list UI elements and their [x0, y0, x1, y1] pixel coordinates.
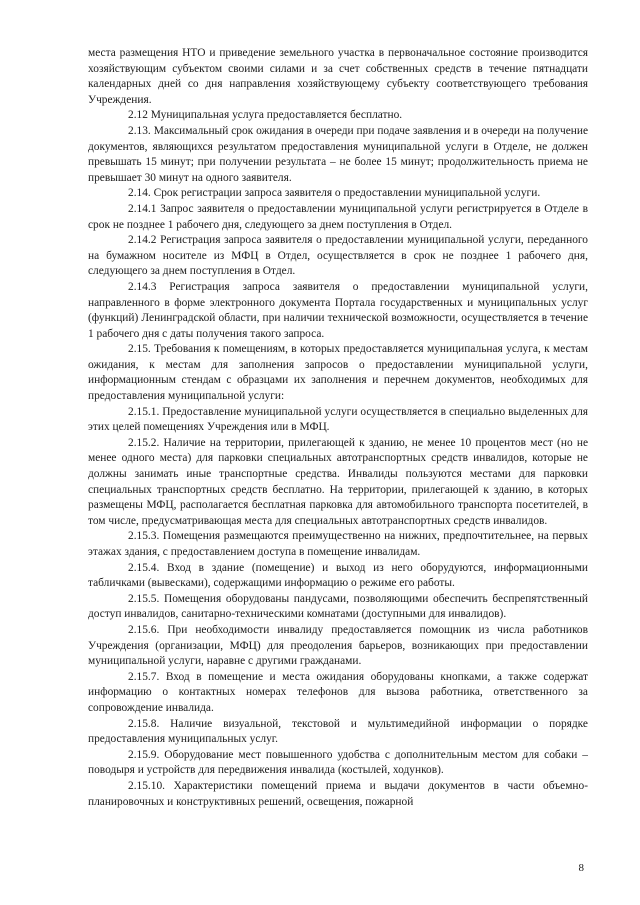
- paragraph-2-15-5: 2.15.5. Помещения оборудованы пандусами, позволяющими обеспечить беспрепятственный доступ инвалидов, санитарно-техническими комнатами (доступными для инвалидов).: [88, 592, 588, 621]
- paragraph-2-15-9: 2.15.9. Оборудование мест повышенного удобства с дополнительным местом для собаки – поводыря и устройств для передвижения инвалида (костылей, ходунков).: [88, 748, 588, 777]
- paragraph-2-15-8: 2.15.8. Наличие визуальной, текстовой и мультимедийной информации о порядке предоставления муниципальных услуг.: [88, 717, 588, 746]
- paragraph-2-15-4: 2.15.4. Вход в здание (помещение) и выход из него оборудуются, информационными табличками (вывесками), содержащими информацию о режиме его работы.: [88, 561, 588, 590]
- paragraph-2-14: 2.14. Срок регистрации запроса заявителя о предоставлении муниципальной услуги.: [128, 187, 541, 200]
- page-number: 8: [578, 862, 584, 874]
- paragraph-2-15-10: 2.15.10. Характеристики помещений приема и выдачи документов в части объемно-планировочных и конструктивных решений, освещения, пожарной: [88, 779, 588, 808]
- paragraph-2-15-7: 2.15.7. Вход в помещение и места ожидания оборудованы кнопками, а также содержат информацию о контактных номерах телефонов для вызова работника, ответственного за сопровождение инвалида.: [88, 670, 588, 714]
- paragraph-2-15-6: 2.15.6. При необходимости инвалиду предоставляется помощник из числа работников Учреждения (организации, МФЦ) для преодоления барьеров, возникающих при предоставлении муниципальной услуги, наравне с другими гражданами.: [88, 623, 588, 668]
- paragraph-2-14-1: 2.14.1 Запрос заявителя о предоставлении муниципальной услуги регистрируется в Отделе в срок не позднее 1 рабочего дня, следующего за днем поступления в Отдел.: [88, 202, 588, 231]
- paragraph-2-15-2: 2.15.2. Наличие на территории, прилегающей к зданию, не менее 10 процентов мест (но не менее одного места) для парковки специальных автотранспортных средств инвалидов, которые не должны занимать иные транспортные средства. Инвалиды пользуются местами для парковки специальных транспортных средств бесплатно. На территории, прилегающей к зданию, в которых размещены МФЦ, располагается бесплатная парковка для автомобильного транспорта посетителей, в том числе, предусматривающая места для специальных автотранспортных средств инвалидов.: [88, 436, 588, 527]
- paragraph-2-15-1: 2.15.1. Предоставление муниципальной услуги осуществляется в специально выделенных для этих целей помещениях Учреждения или в МФЦ.: [88, 405, 588, 434]
- paragraph-2-12: 2.12 Муниципальная услуга предоставляется бесплатно.: [128, 109, 403, 122]
- document-body: [88, 46, 588, 810]
- paragraph-nto-restoration: места размещения НТО и приведение земельного участка в первоначальное состояние производится хозяйствующим субъектом своими силами и за счет собственных средств в течение пятнадцати календарных дней со дня направления хозяйствующему субъекту соответствующего требования Учреждения.: [88, 47, 588, 106]
- paragraph-2-14-2: 2.14.2 Регистрация запроса заявителя о предоставлении муниципальной услуги, переданного на бумажном носителе из МФЦ в Отдел, осуществляется в срок не позднее 1 рабочего дня, следующего за днем поступления в Отдел.: [88, 234, 588, 278]
- paragraph-2-15-3: 2.15.3. Помещения размещаются преимущественно на нижних, предпочтительнее, на первых этажах здания, с предоставлением доступа в помещение инвалидам.: [88, 530, 588, 558]
- paragraph-2-15: 2.15. Требования к помещениям, в которых предоставляется муниципальная услуга, к местам ожидания, к местам для заполнения запросов о предоставлении муниципальной услуги, информационным стендам с образцами их заполнения и перечнем документов, необходимых для предоставления муниципальной услуги:: [88, 343, 588, 403]
- paragraph-2-13: 2.13. Максимальный срок ожидания в очереди при подаче заявления и в очереди на получение документов, являющихся результатом предоставления муниципальной услуги в Отделе, не должен превышать 15 минут; при получении результата – не более 15 минут; продолжительность приема не превышает 30 минут на одного заявителя.: [88, 124, 588, 184]
- paragraph-2-14-3: 2.14.3 Регистрация запроса заявителя о предоставлении муниципальной услуги, направленного в форме электронного документа Портала государственных и муниципальных услуг (функций) Ленинградской области, при наличии технической возможности, осуществляется в течение 1 рабочего дня с даты получения такого запроса.: [88, 280, 588, 340]
